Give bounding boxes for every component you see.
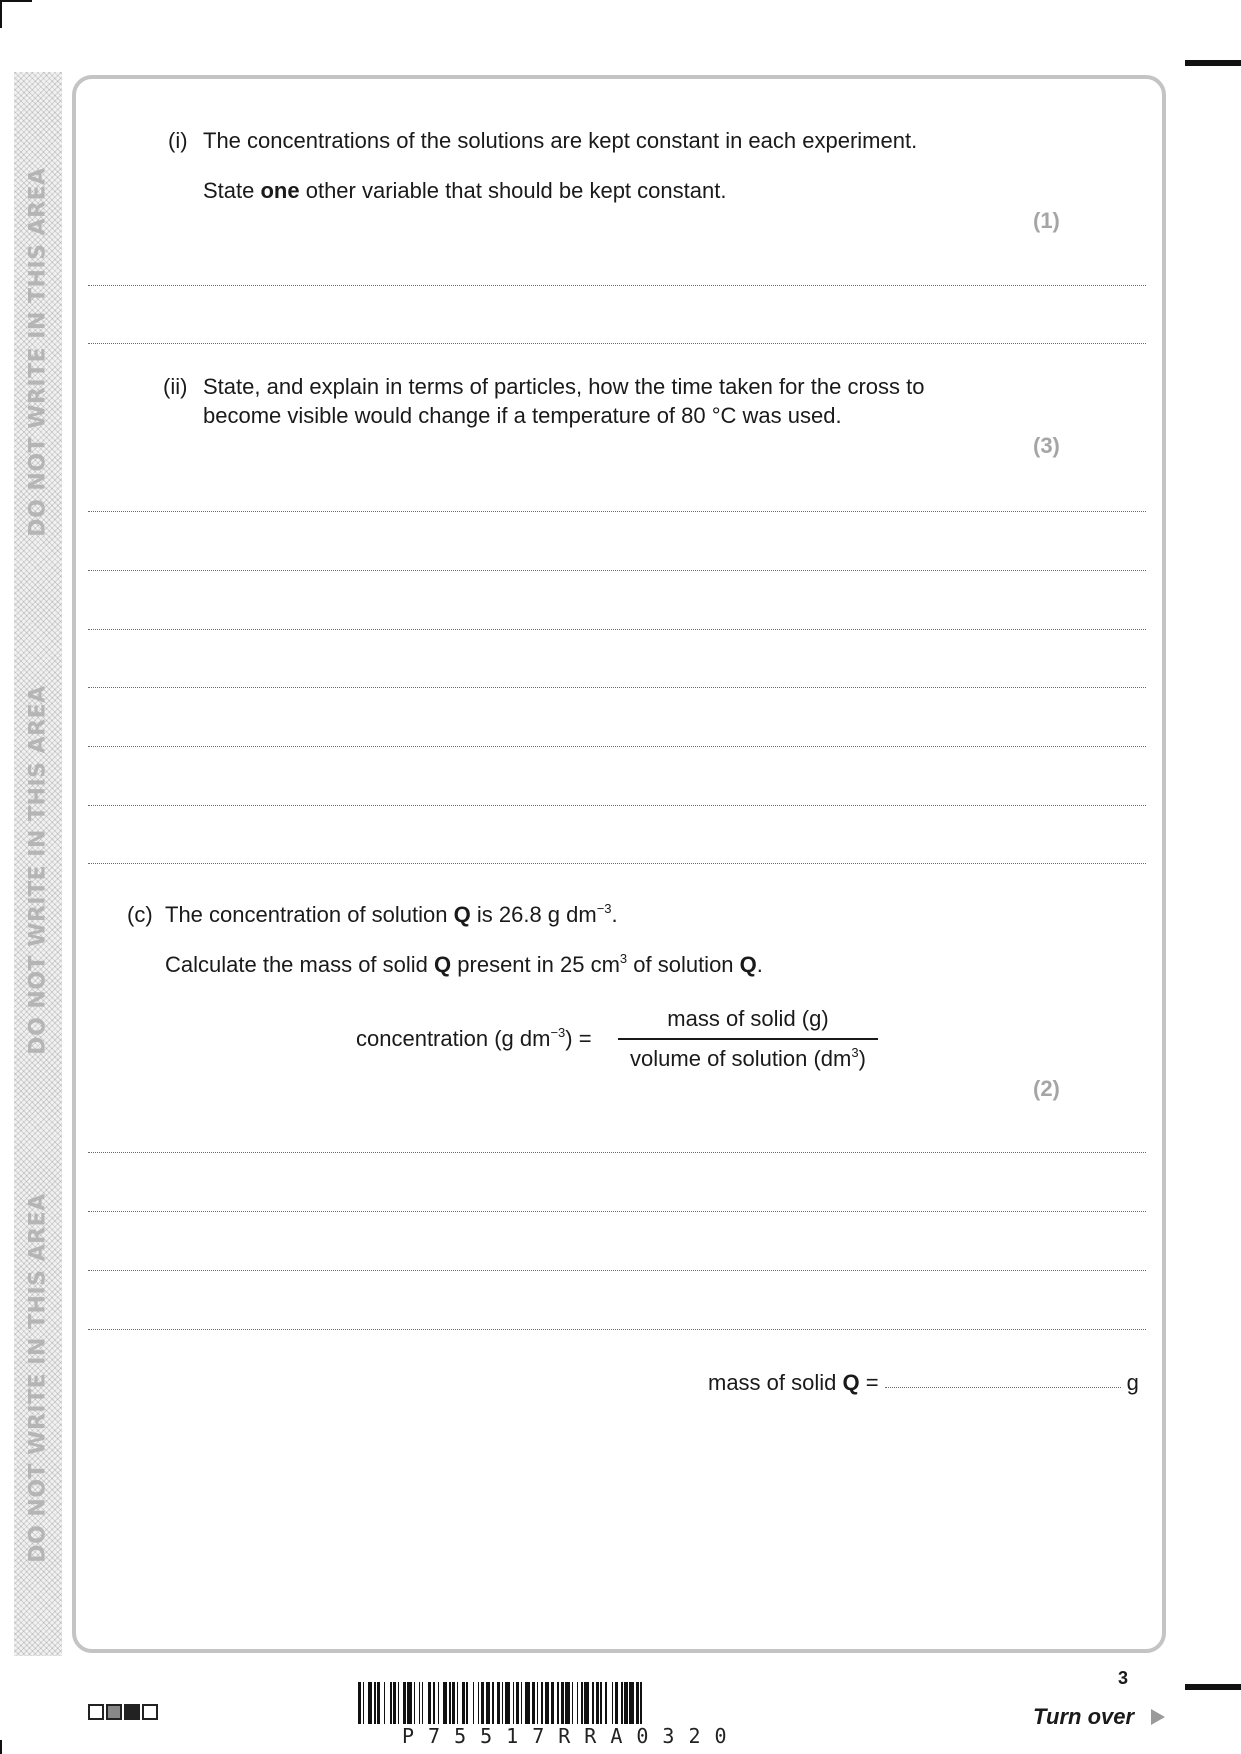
formula-fraction xyxy=(618,1006,878,1072)
answer-line[interactable] xyxy=(88,1329,1146,1330)
answer-line[interactable] xyxy=(88,629,1146,630)
margin-warning-label: DO NOT WRITE IN THIS AREA xyxy=(25,167,51,537)
answer-line[interactable] xyxy=(88,1152,1146,1153)
question-text: The concentration of solution Q is 26.8 g $dm^{-3}$. xyxy=(165,901,618,927)
answer-line[interactable] xyxy=(88,805,1146,806)
answer-line[interactable] xyxy=(88,343,1146,344)
answer-line[interactable] xyxy=(88,863,1146,864)
question-text: State, and explain in terms of particles, how the time taken for the cross to xyxy=(203,374,925,399)
marker-box xyxy=(142,1704,158,1720)
crop-mark xyxy=(0,1740,2,1754)
page-number: 3 xyxy=(1118,1668,1129,1688)
question-number: (ii) xyxy=(163,374,188,399)
question-instruction: State one other variable that should be kept constant. xyxy=(203,178,727,203)
crop-mark xyxy=(0,0,2,28)
crop-mark xyxy=(1185,60,1241,66)
arrow-right-icon xyxy=(1151,1709,1165,1725)
answer-frame xyxy=(72,75,1166,1653)
answer-line[interactable] xyxy=(88,1211,1146,1212)
margin-warning-label: DO NOT WRITE IN THIS AREA xyxy=(25,685,51,1055)
margin-warning-label: DO NOT WRITE IN THIS AREA xyxy=(25,1193,51,1563)
question-instruction: Calculate the mass of solid Q present in 25 $cm^3$ of solution Q. xyxy=(165,951,763,977)
barcode-text: P75517RRA0320 xyxy=(402,1724,741,1748)
barcode-bar xyxy=(642,1682,645,1724)
marks-label: (1) xyxy=(1033,208,1060,233)
page-marker-boxes xyxy=(88,1704,158,1720)
barcode xyxy=(358,1682,878,1724)
answer-line[interactable] xyxy=(88,746,1146,747)
answer-line[interactable] xyxy=(88,687,1146,688)
formula-denominator: volume of solution $(dm^3)$ xyxy=(630,1045,866,1071)
answer-unit: g xyxy=(1126,1370,1139,1395)
marker-box xyxy=(124,1704,140,1720)
crop-mark xyxy=(0,0,32,2)
question-text: The concentrations of the solutions are kept constant in each experiment. xyxy=(203,128,918,153)
marks-label: (3) xyxy=(1033,433,1060,458)
answer-line[interactable] xyxy=(88,570,1146,571)
question-number: (c) xyxy=(127,902,153,927)
crop-mark xyxy=(1185,1684,1241,1690)
question-text: become visible would change if a temperature of 80 °C was used. xyxy=(203,403,842,428)
marker-box xyxy=(88,1704,104,1720)
question-number: (i) xyxy=(168,128,188,153)
formula-lhs: concentration (g $dm^{-3}$) = xyxy=(356,1025,592,1051)
answer-line[interactable] xyxy=(88,511,1146,512)
answer-line[interactable] xyxy=(88,285,1146,286)
answer-line[interactable] xyxy=(88,1270,1146,1271)
answer-prompt: mass of solid Q = g xyxy=(708,1370,1139,1395)
marker-box xyxy=(106,1704,122,1720)
turn-over-label: Turn over xyxy=(1033,1704,1135,1729)
answer-blank[interactable] xyxy=(885,1387,1121,1388)
formula-numerator: mass of solid (g) xyxy=(618,1006,878,1040)
marks-label: (2) xyxy=(1033,1076,1060,1101)
